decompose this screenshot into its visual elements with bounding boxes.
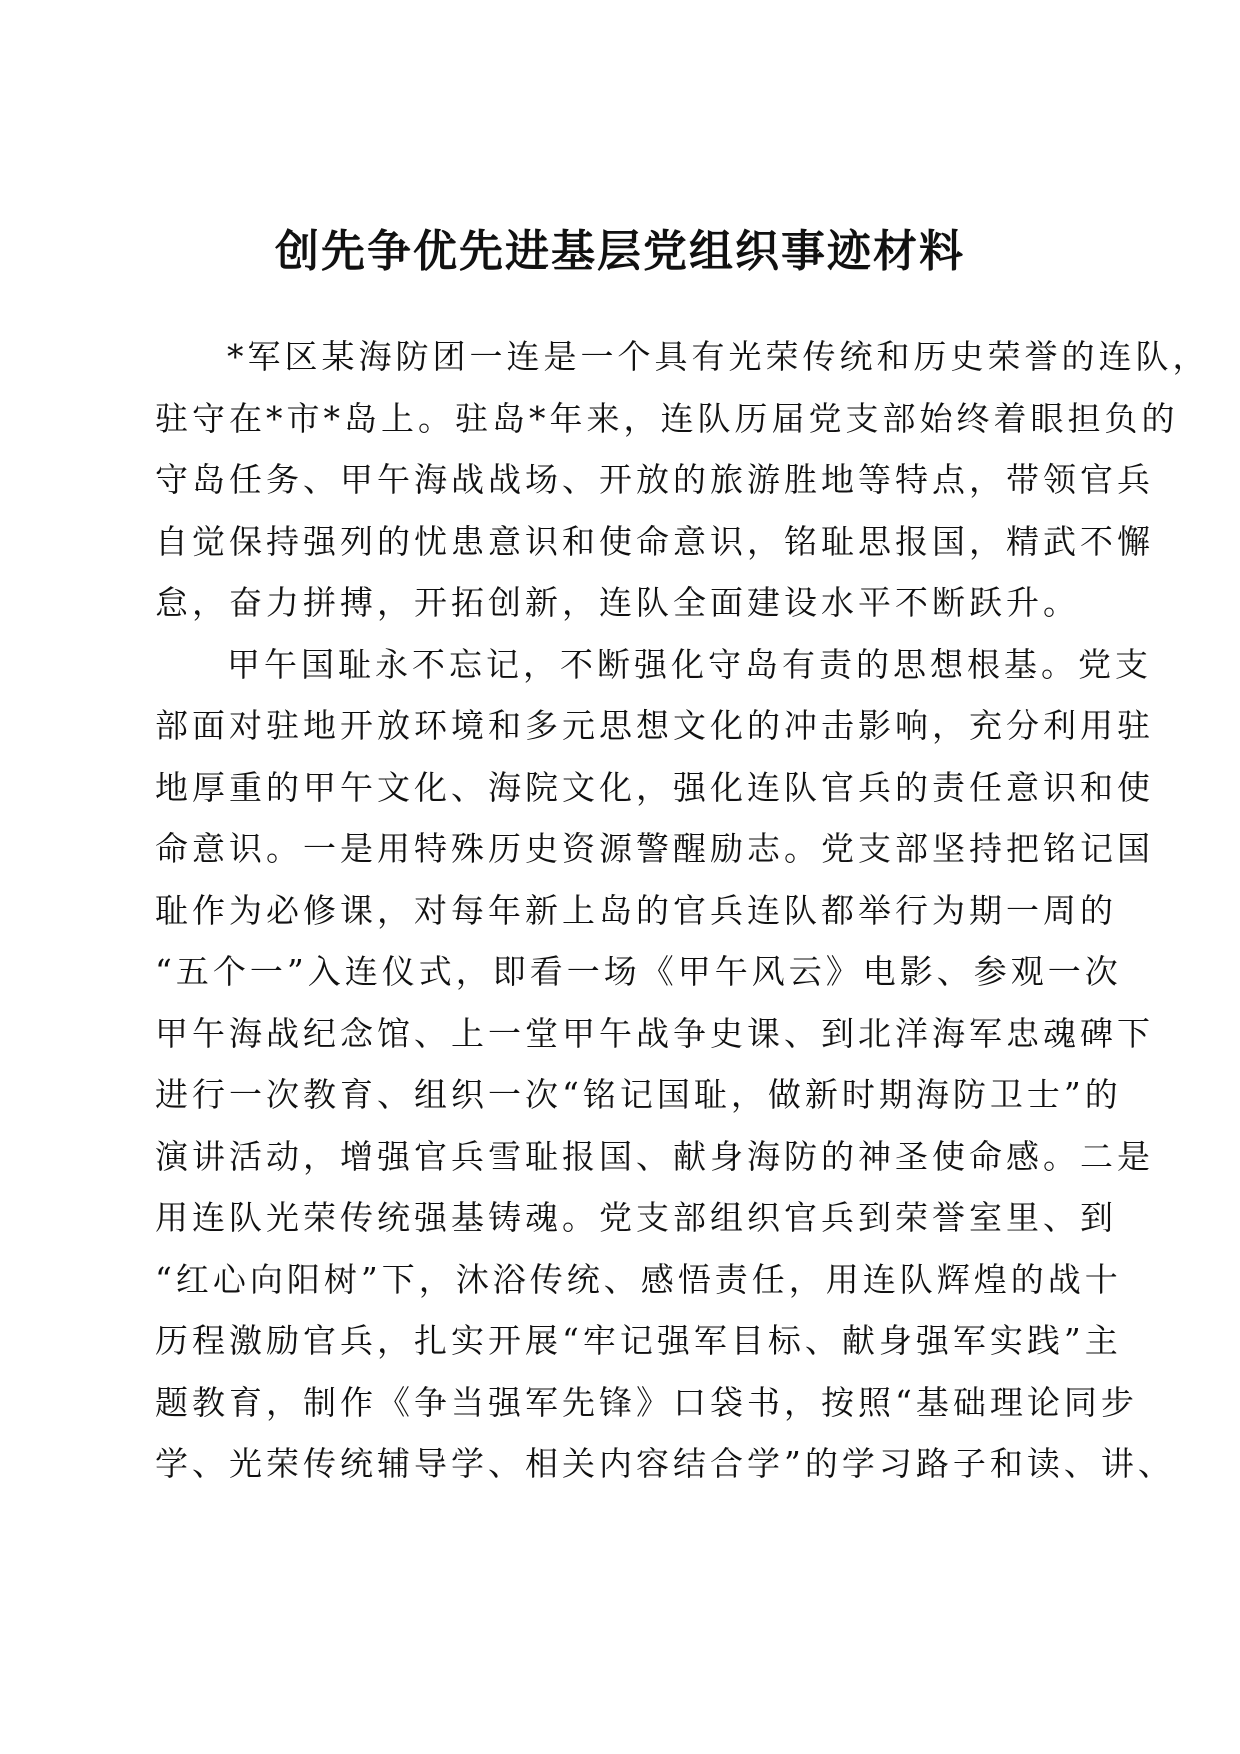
paragraph-2-line-2: 部面对驻地开放环境和多元思想文化的冲击影响，充分利用驻 (155, 706, 1154, 745)
paragraph-1-line-2: 驻守在*市*岛上。驻岛*年来，连队历届党支部始终着眼担负的 (155, 398, 1179, 438)
paragraph-1-line-4: 自觉保持强列的忧患意识和使命意识，铭耻思报国，精武不懈 (155, 521, 1154, 561)
paragraph-2-line-4: 命意识。一是用特殊历史资源警醒励志。党支部坚持把铭记国 (155, 829, 1154, 868)
paragraph-2-line-8: 进行一次教育、组织一次“铭记国耻，做新时期海防卫士”的 (155, 1075, 1122, 1114)
document-title: 创先争优先进基层党组织事迹材料 (275, 226, 965, 277)
paragraph-2-line-3: 地厚重的甲午文化、海院文化，强化连队官兵的责任意识和使 (155, 767, 1154, 807)
paragraph-2-line-14: 学、光荣传统辅导学、相关内容结合学”的学习路子和读、讲、 (155, 1444, 1175, 1483)
paragraph-2-line-13: 题教育，制作《争当强军先锋》口袋书，按照“基础理论同步 (155, 1382, 1138, 1422)
paragraph-2-line-7: 甲午海战纪念馆、上一堂甲午战争史课、到北洋海军忠魂碑下 (155, 1013, 1154, 1053)
paragraph-2-line-11: “红心向阳树”下，沐浴传统、感悟责任，用连队辉煌的战十 (155, 1259, 1122, 1299)
paragraph-1-line-3: 守岛任务、甲午海战战场、开放的旅游胜地等特点，带领官兵 (155, 460, 1154, 499)
paragraph-2-line-10: 用连队光荣传统强基铸魂。党支部组织官兵到荣誉室里、到 (155, 1198, 1117, 1237)
paragraph-1-line-1: *军区某海防团一连是一个具有光荣传统和历史荣誉的连队， (227, 337, 1210, 376)
paragraph-2-line-1: 甲午国耻永不忘记，不断强化守岛有责的思想根基。党支 (227, 644, 1152, 684)
paragraph-1-line-5: 怠，奋力拼搏，开拓创新，连队全面建设水平不断跃升。 (155, 583, 1080, 622)
paragraph-2-line-12: 历程激励官兵，扎实开展“牢记强军目标、献身强军实践”主 (155, 1321, 1122, 1360)
paragraph-2-line-5: 耻作为必修课，对每年新上岛的官兵连队都举行为期一周的 (155, 890, 1117, 930)
paragraph-2-line-6: “五个一”入连仪式，即看一场《甲午风云》电影、参观一次 (155, 952, 1122, 991)
paragraph-2-line-9: 演讲活动，增强官兵雪耻报国、献身海防的神圣使命感。二是 (155, 1136, 1154, 1176)
document-body (155, 326, 1210, 1495)
